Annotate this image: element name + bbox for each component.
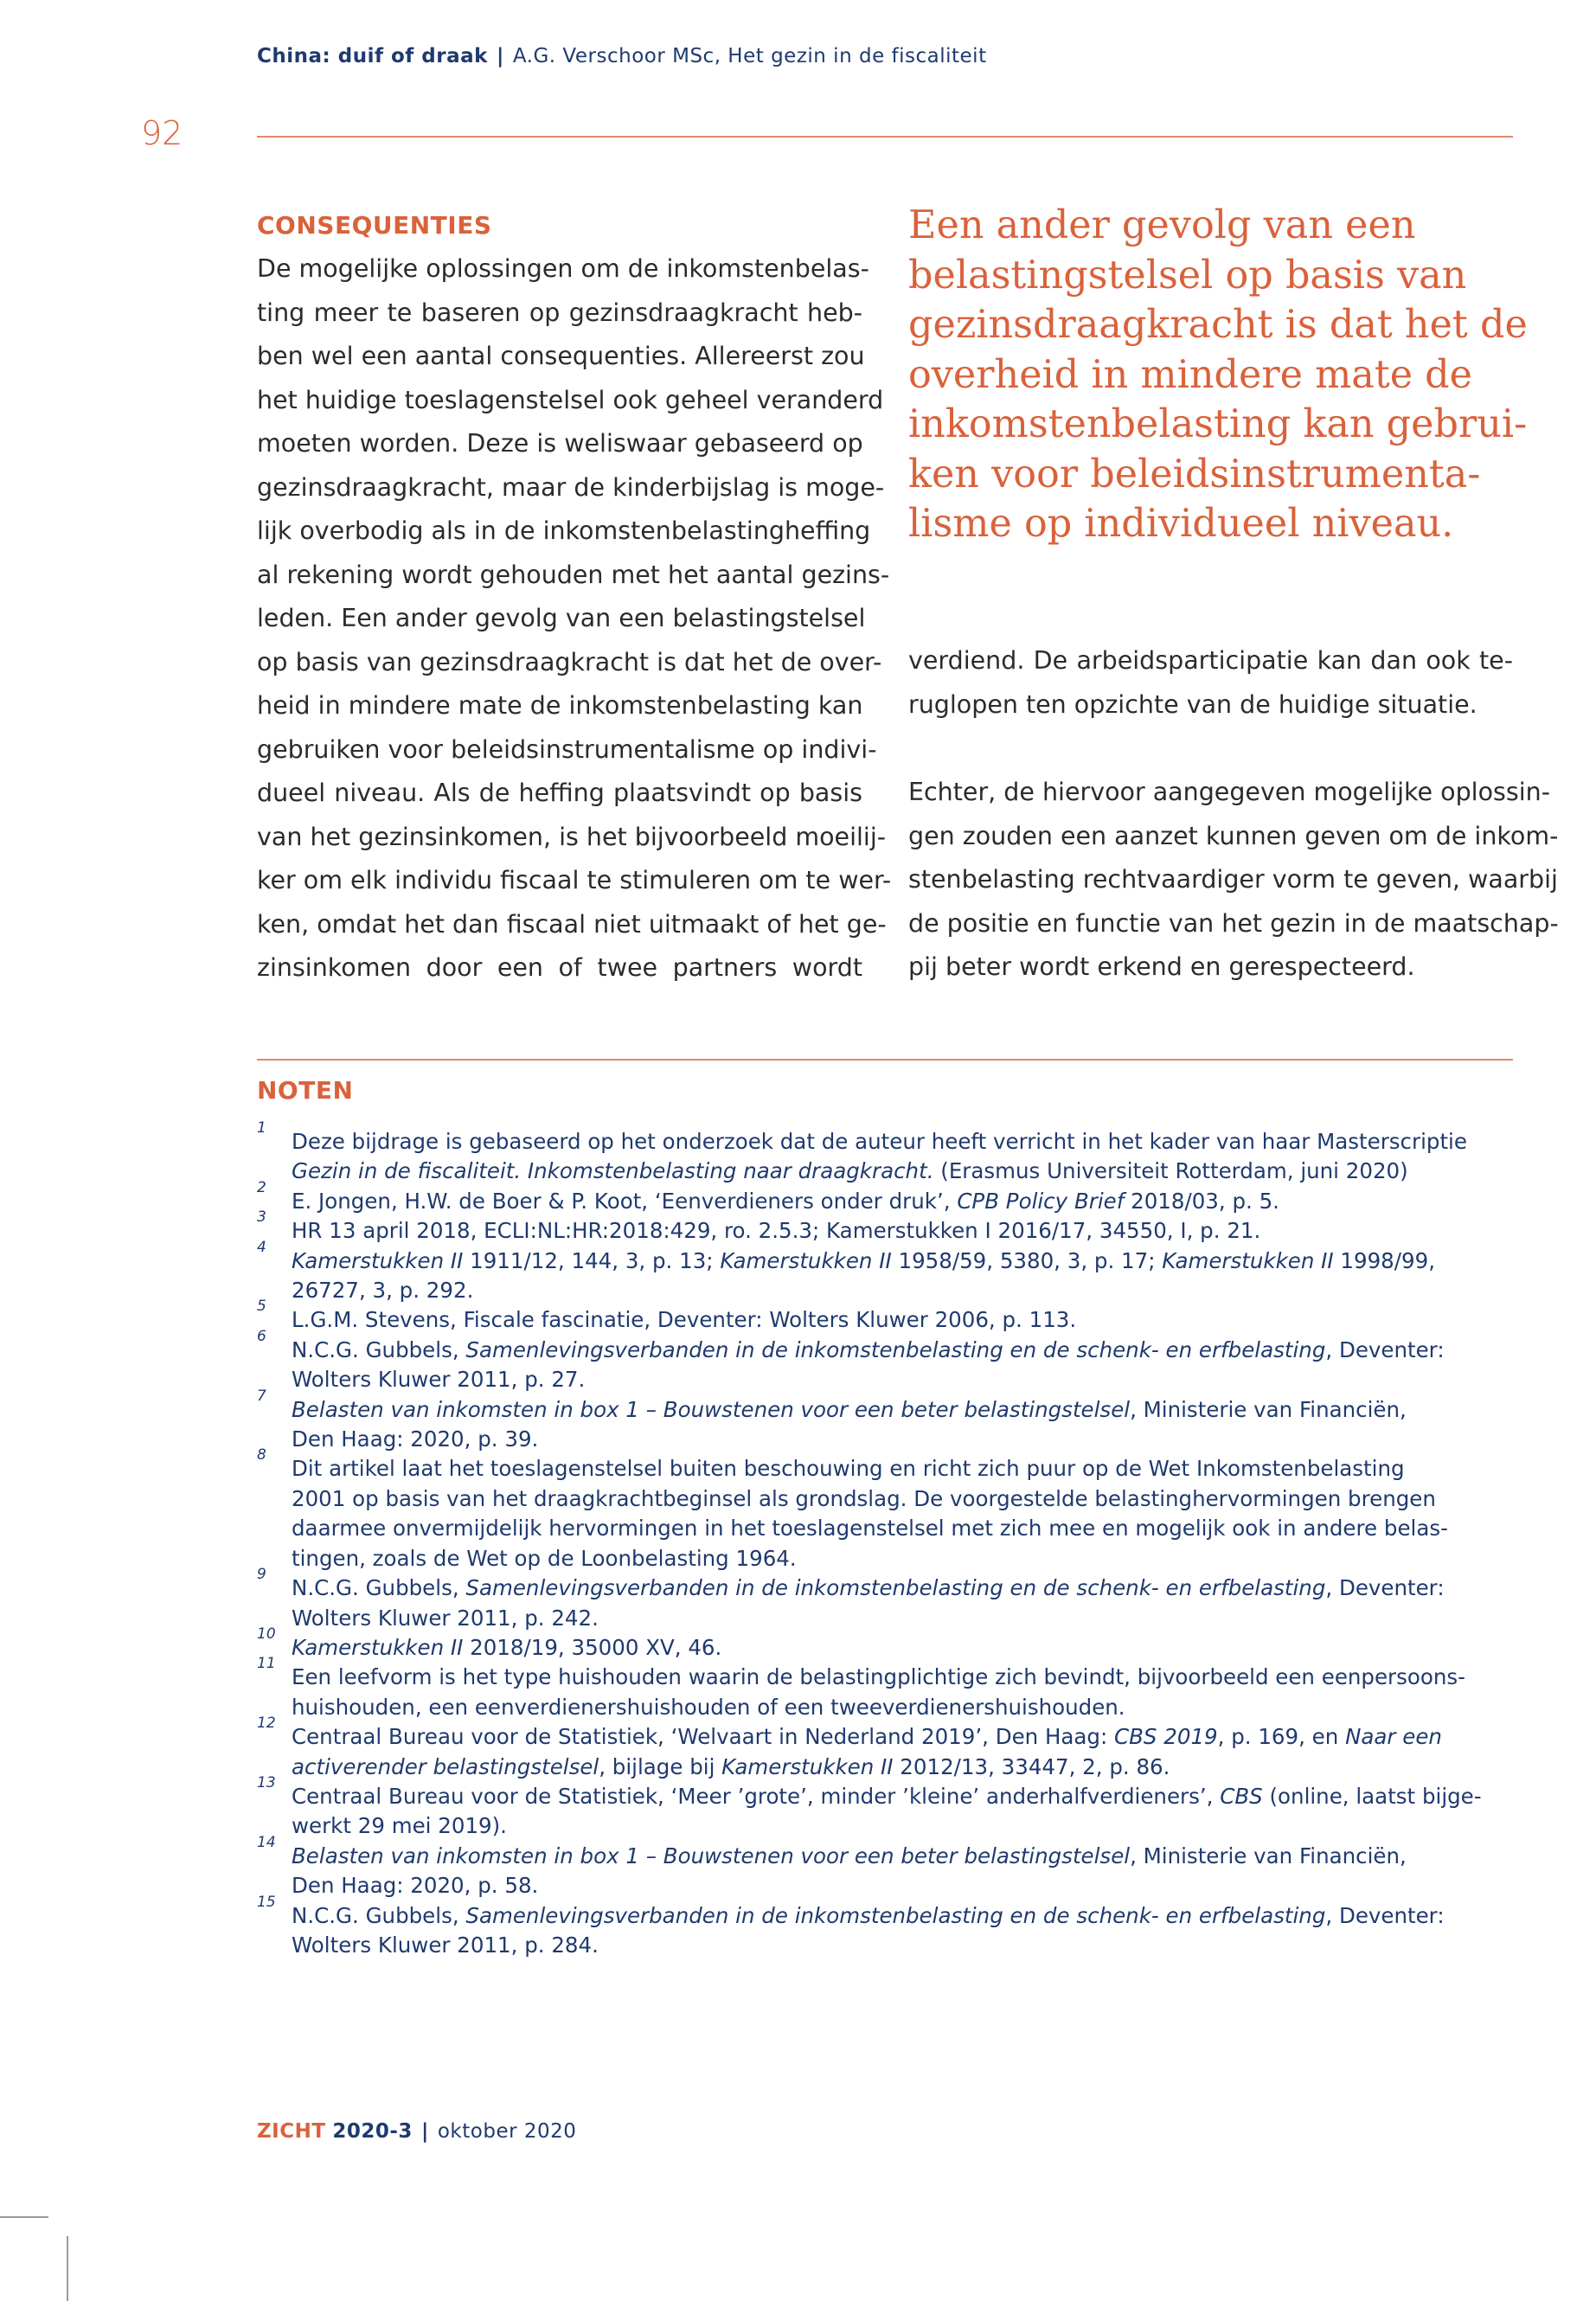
- footnote-number: 3: [257, 1208, 266, 1227]
- footnote-line: tingen, zoals de Wet op de Loonbelasting 1964.: [292, 1545, 797, 1571]
- footnote-number: 6: [257, 1327, 266, 1345]
- footnote-title: Kamerstukken II: [721, 1753, 894, 1779]
- text-line: verdiend. De arbeidsparticipatie kan dan ook te-: [908, 646, 1513, 675]
- footnote-text: (online, laatst bijge-: [1262, 1783, 1482, 1809]
- pull-quote-line: Een ander gevolg van een: [908, 203, 1416, 247]
- footnote: [257, 1298, 1520, 1335]
- footnote-title: Belasten van inkomsten in box 1 – Bouwstenen voor een beter belastingstelsel: [292, 1843, 1131, 1868]
- footnote-text: , Ministerie van Financiën,: [1130, 1843, 1407, 1868]
- text-line: leden. Een ander gevolg van een belastingstelsel: [257, 604, 866, 632]
- footnote-number: 14: [257, 1833, 276, 1851]
- footnote-line: [292, 1157, 1520, 1186]
- footnote-line: Wolters Kluwer 2011, p. 284.: [292, 1932, 599, 1958]
- magazine-section-title: China: duif of draak: [257, 45, 488, 67]
- text-line: ken, omdat het dan fiscaal niet uitmaakt of het ge-: [257, 909, 887, 939]
- footnote-title: Samenlevingsverbanden in de inkomstenbelasting en de schenk- en erfbelasting: [465, 1575, 1326, 1601]
- footnote-text: 2012/13, 33447, 2, p. 86.: [893, 1753, 1170, 1779]
- footnote: [257, 1387, 1520, 1455]
- footnote-text: 2018/03, p. 5.: [1124, 1188, 1279, 1214]
- text-line: de positie en functie van het gezin in de maatschap-: [908, 908, 1559, 938]
- footnote-number: 10: [257, 1625, 276, 1643]
- pull-quote-line: overheid in mindere mate de: [908, 352, 1473, 397]
- footnote-text: 1958/59, 5380, 3, p. 17;: [891, 1247, 1163, 1273]
- footnote: [257, 1773, 1520, 1842]
- footnote-line: [292, 1842, 1520, 1871]
- right-paragraph-continuation: [908, 639, 1513, 727]
- text-line: Echter, de hiervoor aangegeven mogelijke oplossin-: [908, 778, 1550, 806]
- footnote-text: , bijlage bij: [599, 1753, 722, 1779]
- footnote-text: (Erasmus Universiteit Rotterdam, juni 2020): [933, 1158, 1408, 1184]
- footnote-text: 1911/12, 144, 3, p. 13;: [463, 1247, 721, 1273]
- pull-quote-line: gezinsdraagkracht is dat het de: [908, 303, 1528, 347]
- footnote-line: L.G.M. Stevens, Fiscale fascinatie, Deventer: Wolters Kluwer 2006, p. 113.: [292, 1307, 1077, 1333]
- pull-quote-line: lisme op individueel niveau.: [908, 502, 1454, 546]
- footnote-text: , Deventer:: [1325, 1336, 1445, 1362]
- footnote: [257, 1238, 1520, 1306]
- section-heading: CONSEQUENTIES: [257, 211, 492, 240]
- notes-heading: NOTEN: [257, 1076, 354, 1105]
- text-line: heid in mindere mate de inkomstenbelasting kan: [257, 691, 863, 720]
- text-line: pij beter wordt erkend en gerespecteerd.: [908, 952, 1415, 981]
- running-header: [257, 45, 987, 67]
- footnote-number: 9: [257, 1566, 266, 1584]
- footnote-title: Kamerstukken II: [292, 1634, 464, 1660]
- footnote-line: daarmee onvermijdelijk hervormingen in het toeslagenstelsel met zich mee en mogelijk ook in andere belas-: [292, 1516, 1448, 1541]
- text-line: moeten worden. Deze is weliswaar gebaseerd op: [257, 429, 863, 458]
- footnote: [257, 1566, 1520, 1633]
- footnote-line: 2001 op basis van het draagkrachtbeginsel als grondslag. De voorgestelde belastinghervormingen brengen: [292, 1485, 1436, 1511]
- left-body-text: [257, 247, 892, 990]
- footnote-line: [292, 1633, 1520, 1663]
- footnote-title: CPB Policy Brief: [957, 1188, 1125, 1214]
- text-line: zinsinkomen door een of twee partners wordt: [257, 953, 862, 982]
- pull-quote-line: belastingstelsel op basis van: [908, 253, 1467, 298]
- footnote: [257, 1446, 1520, 1574]
- footnote-title: Naar een: [1345, 1724, 1442, 1750]
- footnote-number: 5: [257, 1298, 266, 1316]
- footnote-title: Samenlevingsverbanden in de inkomstenbelasting en de schenk- en erfbelasting: [465, 1336, 1326, 1362]
- footnote-text: 1998/99,: [1333, 1247, 1435, 1273]
- crop-mark-horizontal: [0, 2216, 48, 2218]
- footnote-line: Den Haag: 2020, p. 58.: [292, 1873, 539, 1899]
- footnote-line: Dit artikel laat het toeslagenstelsel buiten beschouwing en richt zich puur op de Wet Inkomstenbelasting: [292, 1456, 1405, 1482]
- footnote: [257, 1178, 1520, 1216]
- text-line: ben wel een aantal consequenties. Allereerst zou: [257, 342, 865, 370]
- footnote-text: N.C.G. Gubbels,: [292, 1336, 466, 1362]
- text-line: het huidige toeslagenstelsel ook geheel veranderd: [257, 385, 884, 414]
- footnote-title: activerender belastingstelsel: [292, 1753, 599, 1779]
- footnote-text: Centraal Bureau voor de Statistiek, ‘Meer ’grote’, minder ’kleine’ anderhalfverdieners’,: [292, 1783, 1221, 1809]
- footnote-line: [292, 1574, 1520, 1603]
- footnote: [257, 1208, 1520, 1246]
- top-divider: [257, 136, 1513, 138]
- footnote-title: Kamerstukken II: [292, 1247, 464, 1273]
- left-column: [257, 204, 892, 990]
- footnote-line: huishouden, een eenverdienershuishouden of een tweeverdienershuishouden.: [292, 1694, 1125, 1720]
- footnote-text: N.C.G. Gubbels,: [292, 1902, 466, 1928]
- footnote-line: [292, 1395, 1520, 1425]
- footnotes-list: [257, 1119, 1520, 1960]
- footnote-text: E. Jongen, H.W. de Boer & P. Koot, ‘Eenverdieners onder druk’,: [292, 1188, 958, 1214]
- running-footer: [257, 2120, 576, 2143]
- footnote-text: , p. 169, en: [1217, 1724, 1346, 1750]
- footnote-text: N.C.G. Gubbels,: [292, 1575, 466, 1601]
- text-line: van het gezinsinkomen, is het bijvoorbeeld moeilij-: [257, 822, 887, 851]
- footer-separator: |: [420, 2120, 429, 2143]
- text-line: ker om elk individu fiscaal te stimuleren om te wer-: [257, 866, 892, 894]
- footnote: [257, 1833, 1520, 1901]
- footnote-number: 7: [257, 1387, 266, 1405]
- text-line: ting meer te baseren op gezinsdraagkracht heb-: [257, 298, 862, 327]
- notes-divider: [257, 1059, 1513, 1061]
- footnote-line: [292, 1187, 1520, 1216]
- footnote: [257, 1893, 1520, 1961]
- pull-quote-line: inkomstenbelasting kan gebrui-: [908, 402, 1528, 446]
- footnote-text: 2018/19, 35000 XV, 46.: [463, 1634, 722, 1660]
- right-paragraph-conclusion: [908, 771, 1559, 990]
- footnote-number: 1: [257, 1119, 266, 1137]
- text-line: gebruiken voor beleidsinstrumentalisme op indivi-: [257, 734, 877, 764]
- footnote-number: 13: [257, 1773, 276, 1791]
- footnote-line: [292, 1901, 1520, 1931]
- header-separator: |: [496, 45, 504, 67]
- issue-date: oktober 2020: [437, 2120, 577, 2143]
- pull-quote-line: ken voor beleidsinstrumenta-: [908, 452, 1481, 497]
- magazine-name: ZICHT: [257, 2120, 326, 2143]
- footnote-number: 2: [257, 1178, 266, 1196]
- footnote-line: Den Haag: 2020, p. 39.: [292, 1426, 539, 1452]
- footnote: [257, 1327, 1520, 1395]
- footnote-line: Deze bijdrage is gebaseerd op het onderzoek dat de auteur heeft verricht in het kader van haar Masterscriptie: [292, 1129, 1467, 1154]
- footnote-text: , Deventer:: [1325, 1575, 1445, 1601]
- text-line: lijk overbodig als in de inkomstenbelastingheffing: [257, 516, 871, 545]
- footnote-number: 11: [257, 1655, 276, 1673]
- footnote-title: Samenlevingsverbanden in de inkomstenbelasting en de schenk- en erfbelasting: [465, 1902, 1326, 1928]
- footnote-title: Belasten van inkomsten in box 1 – Bouwstenen voor een beter belastingstelsel: [292, 1396, 1131, 1422]
- footnote-line: Een leefvorm is het type huishouden waarin de belastingplichtige zich bevindt, bijvoorbeeld een eenpersoons-: [292, 1664, 1465, 1690]
- issue-number: 2020-3: [332, 2120, 413, 2143]
- footnote-text: Centraal Bureau voor de Statistiek, ‘Welvaart in Nederland 2019’, Den Haag:: [292, 1724, 1115, 1750]
- footnote-title: Gezin in de fiscaliteit. Inkomstenbelasting naar draagkracht.: [292, 1158, 934, 1184]
- pull-quote: [908, 201, 1528, 549]
- text-line: ruglopen ten opzichte van de huidige situatie.: [908, 689, 1477, 719]
- text-line: stenbelasting rechtvaardiger vorm te geven, waarbij: [908, 865, 1558, 894]
- footnote-line: Wolters Kluwer 2011, p. 27.: [292, 1367, 586, 1393]
- footnote-number: 15: [257, 1893, 276, 1911]
- footnote: [257, 1715, 1520, 1782]
- footnote-title: Kamerstukken II: [720, 1247, 892, 1273]
- footnote-line: werkt 29 mei 2019).: [292, 1813, 507, 1839]
- footnote: [257, 1655, 1520, 1722]
- footnote-title: Kamerstukken II: [1162, 1247, 1334, 1273]
- footnote: [257, 1119, 1520, 1187]
- footnote-line: HR 13 april 2018, ECLI:NL:HR:2018:429, ro. 2.5.3; Kamerstukken I 2016/17, 34550, I, p. 21.: [292, 1218, 1261, 1244]
- article-author: A.G. Verschoor MSc, Het gezin in de fiscaliteit: [512, 45, 987, 67]
- footnote-line: [292, 1722, 1520, 1752]
- footnote-title: CBS 2019: [1114, 1724, 1218, 1750]
- footnote-line: [292, 1247, 1520, 1276]
- footnote-line: 26727, 3, p. 292.: [292, 1278, 474, 1304]
- text-line: gezinsdraagkracht, maar de kinderbijslag is moge-: [257, 472, 885, 502]
- text-line: gen zouden een aanzet kunnen geven om de inkom-: [908, 821, 1559, 850]
- footnote-line: Wolters Kluwer 2011, p. 242.: [292, 1605, 599, 1631]
- text-line: op basis van gezinsdraagkracht is dat het de over-: [257, 647, 882, 676]
- footnote: [257, 1625, 1520, 1663]
- text-line: dueel niveau. Als de heffing plaatsvindt op basis: [257, 779, 862, 807]
- footnote-line: [292, 1753, 1520, 1782]
- footnote-title: CBS: [1220, 1783, 1263, 1809]
- footnote-number: 4: [257, 1238, 266, 1256]
- footnote-text: , Deventer:: [1325, 1902, 1445, 1928]
- text-line: De mogelijke oplossingen om de inkomstenbelas-: [257, 254, 869, 283]
- crop-mark-vertical: [67, 2236, 68, 2301]
- footnote-number: 12: [257, 1715, 276, 1733]
- page-number: 92: [141, 114, 183, 152]
- footnote-line: [292, 1782, 1520, 1811]
- footnote-text: , Ministerie van Financiën,: [1130, 1396, 1407, 1422]
- text-line: al rekening wordt gehouden met het aantal gezins-: [257, 560, 890, 589]
- footnote-number: 8: [257, 1446, 266, 1465]
- footnote-line: [292, 1336, 1520, 1365]
